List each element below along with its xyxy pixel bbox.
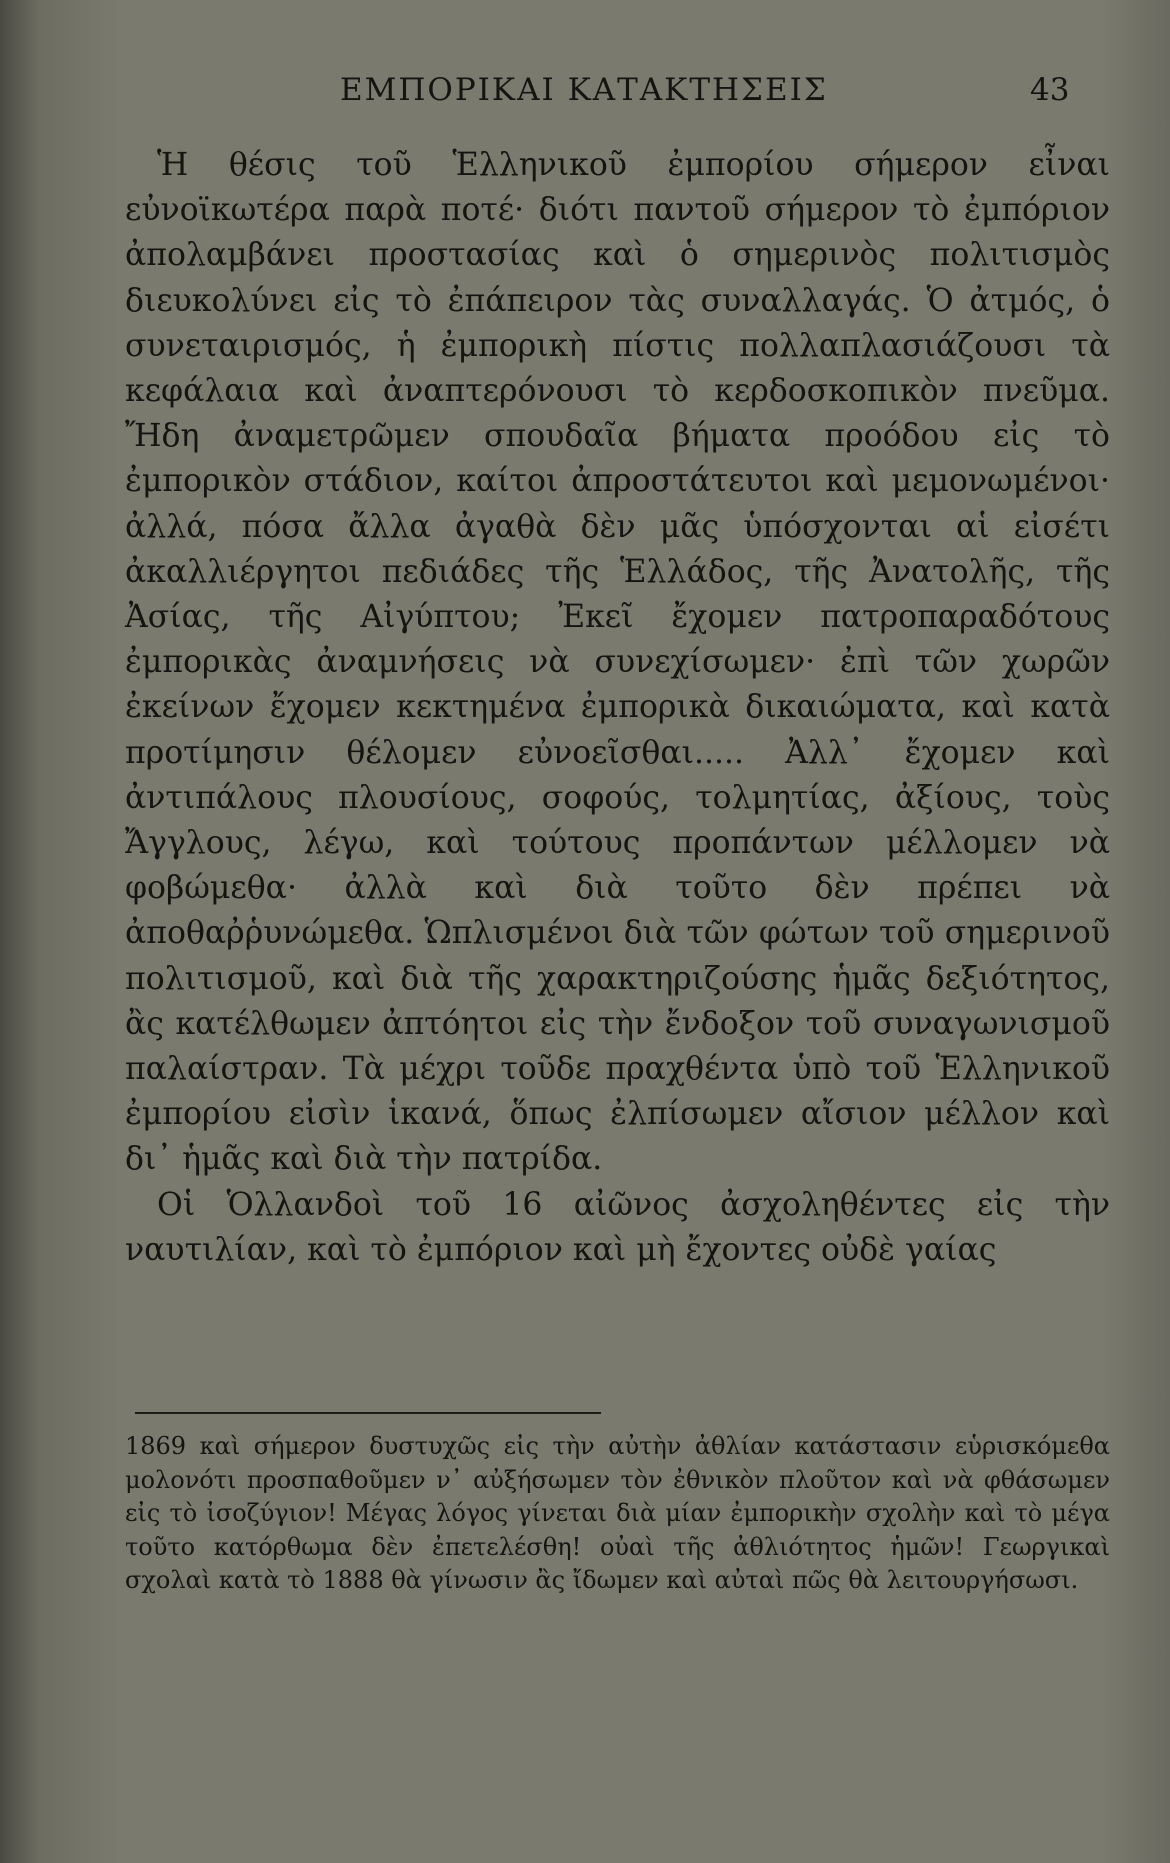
page-header	[340, 72, 1140, 116]
footnote-rule	[135, 1412, 601, 1414]
main-text	[125, 143, 1110, 1273]
running-title: ΕΜΠΟΡΙΚΑΙ ΚΑΤΑΚΤΗΣΕΙΣ	[340, 72, 828, 108]
paragraph-1: Ἡ θέσις τοῦ Ἑλληνικοῦ ἐμπορίου σήμερον εἶναι εὐνοϊκωτέρα παρὰ ποτέ· διότι παντοῦ σήμερον τὸ ἐμπόριον ἀπολαμβάνει προστασίας καὶ ὁ σημερινὸς πολιτισμὸς διευκολύνει εἰς τὸ ἐπάπειρον τὰς συναλλαγάς. Ὁ ἀτμός, ὁ συνεταιρισμός, ἡ ἐμπορικὴ πίστις πολλαπλασιάζουσι τὰ κεφάλαια καὶ ἀναπτερόνουσι τὸ κερδοσκοπικὸν πνεῦμα. Ἤδη ἀναμετρῶμεν σπουδαῖα βήματα προόδου εἰς τὸ ἐμπορικὸν στάδιον, καίτοι ἀπροστάτευτοι καὶ μεμονωμένοι· ἀλλά, πόσα ἄλλα ἀγαθὰ δὲν μᾶς ὑπόσχονται αἱ εἰσέτι ἀκαλλιέργητοι πεδιάδες τῆς Ἑλλάδος, τῆς Ἀνατολῆς, τῆς Ἀσίας, τῆς Αἰγύπτου; Ἐκεῖ ἔχομεν πατροπαραδότους ἐμπορικὰς ἀναμνήσεις νὰ συνεχίσωμεν· ἐπὶ τῶν χωρῶν ἐκείνων ἔχομεν κεκτημένα ἐμπορικὰ δικαιώματα, καὶ κατὰ προτίμησιν θέλομεν εὐνοεῖσθαι..... Ἀλλ᾽ ἔχομεν καὶ ἀντιπάλους πλουσίους, σοφούς, τολμητίας, ἀξίους, τοὺς Ἄγγλους, λέγω, καὶ τούτους προπάντων μέλλομεν νὰ φοβώμεθα· ἀλλὰ καὶ διὰ τοῦτο δὲν πρέπει νὰ ἀποθαῤῥυνώμεθα. Ὡπλισμένοι διὰ τῶν φώτων τοῦ σημερινοῦ πολιτισμοῦ, καὶ διὰ τῆς χαρακτηριζούσης ἡμᾶς δεξιότητος, ἂς κατέλθωμεν ἀπτόητοι εἰς τὴν ἔνδοξον τοῦ συναγωνισμοῦ παλαίστραν. Τὰ μέχρι τοῦδε πραχθέντα ὑπὸ τοῦ Ἑλληνικοῦ ἐμπορίου εἰσὶν ἱκανά, ὅπως ἐλπίσωμεν αἴσιον μέλλον καὶ δι᾽ ἡμᾶς καὶ διὰ τὴν πατρίδα.	[125, 147, 1110, 1178]
footnote: 1869 καὶ σήμερον δυστυχῶς εἰς τὴν αὐτὴν ἀθλίαν κατάστασιν εὑρισκόμεθα μολονότι προσπαθοῦμεν ν᾽ αὐξήσωμεν τὸν ἐθνικὸν πλοῦτον καὶ νὰ φθάσωμεν εἰς τὸ ἰσοζύγιον! Μέγας λόγος γίνεται διὰ μίαν ἐμπορικὴν σχολὴν καὶ τὸ μέγα τοῦτο κατόρθωμα δὲν ἐπετελέσθη! οὐαὶ τῆς ἀθλιότητος ἡμῶν! Γεωργικαὶ σχολαὶ κατὰ τὸ 1888 θὰ γίνωσιν ἂς ἴδωμεν καὶ αὐταὶ πῶς θὰ λειτουργήσωσι.	[125, 1432, 1110, 1595]
page-number: 43	[1030, 72, 1070, 108]
paragraph-2: Οἱ Ὁλλανδοὶ τοῦ 16 αἰῶνος ἀσχοληθέντες εἰς τὴν ναυτιλίαν, καὶ τὸ ἐμπόριον καὶ μὴ ἔχοντες οὐδὲ γαίας	[125, 1186, 1110, 1268]
